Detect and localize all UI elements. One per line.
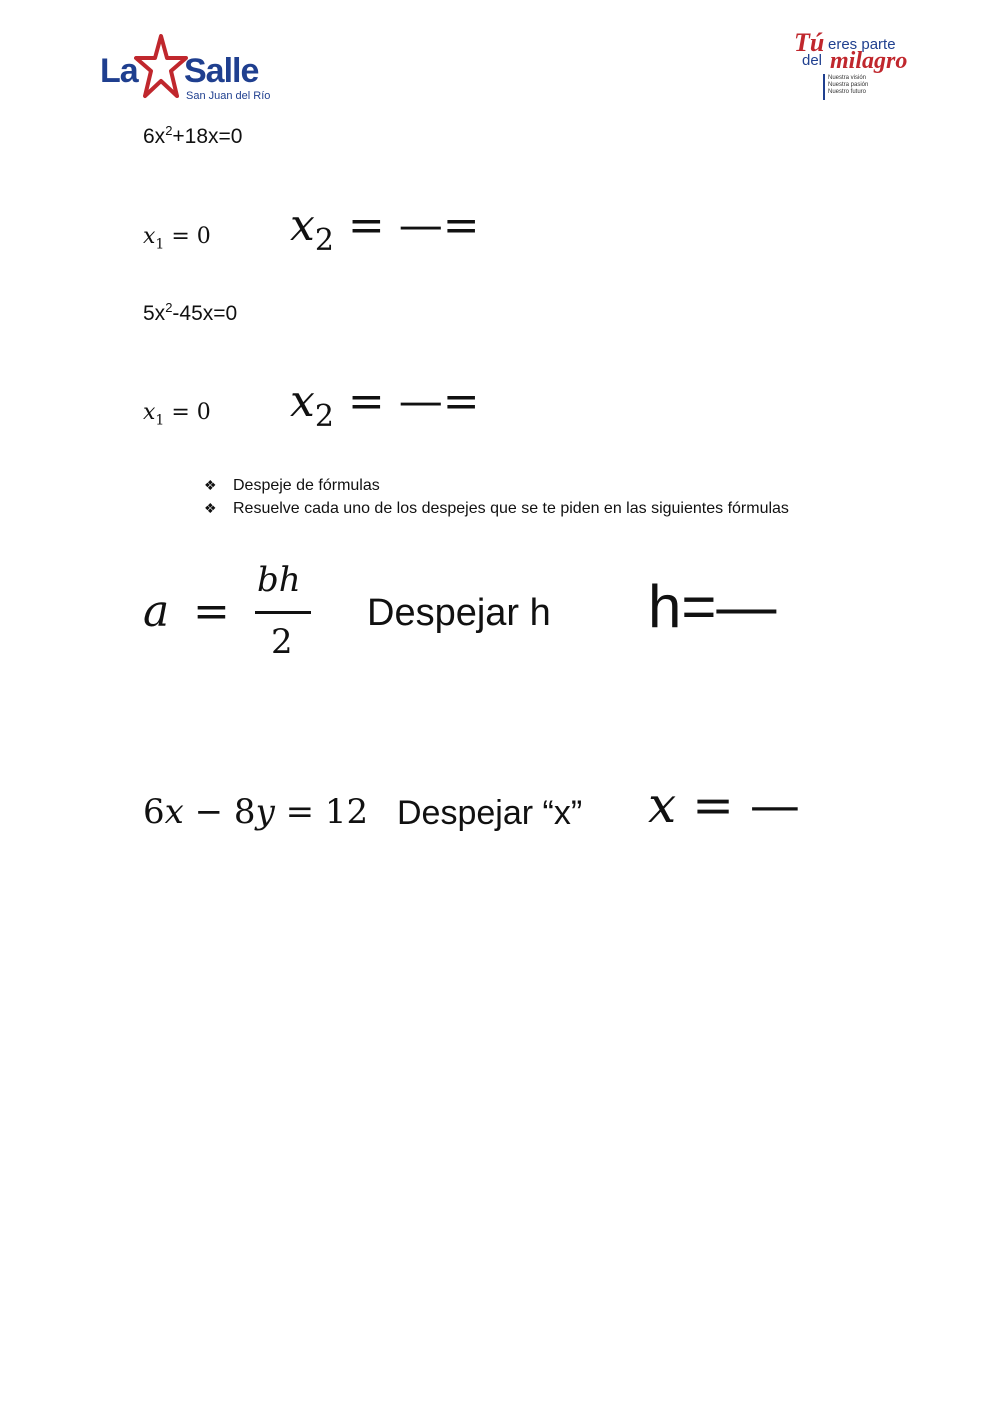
la-salle-logo <box>96 34 276 106</box>
formula-1-instruction: Despejar h <box>367 592 551 634</box>
exercise-1-x2: $x_2$ = —= <box>290 200 480 258</box>
formula-1-denominator: 2 <box>271 622 293 662</box>
logo-del: del <box>802 52 823 69</box>
exercise-2-equation: $5x^2-45x=0$ <box>143 300 238 325</box>
logo-tagline: Nuestra visión Nuestra pasión Nuestro futuro <box>828 75 869 95</box>
star-icon <box>134 34 188 104</box>
list-item: ❖ Resuelve cada uno de los despejes que se te piden en las siguientes fórmulas <box>204 499 789 517</box>
exercise-1-equation: $6x^2+18x=0$ <box>143 123 243 148</box>
formula-2-answer: x = — <box>648 776 800 834</box>
logo-milagro: milagro <box>830 48 908 74</box>
diamond-bullet-icon: ❖ <box>204 500 217 516</box>
exercise-2-x1: $x_1 = 0$ <box>143 400 211 429</box>
exercise-1-x1: $x_1 = 0$ <box>143 224 211 253</box>
formula-1-numerator: bh <box>257 560 301 600</box>
formula-1 <box>143 560 323 670</box>
logo-subtitle: San Juan del Río <box>186 90 271 102</box>
formula-1-equals: = <box>193 586 230 637</box>
logo-word-salle: Salle <box>184 52 259 90</box>
logo-tu: Tú <box>794 28 825 57</box>
formula-1-lhs: a <box>143 586 170 637</box>
list-item: ❖ Despeje de fórmulas <box>204 476 380 494</box>
fraction-bar <box>255 611 311 614</box>
formula-1-answer: h=— <box>648 573 777 640</box>
instructions-list <box>204 474 789 520</box>
logo-divider <box>823 74 825 100</box>
logo-word-la: La <box>100 52 138 90</box>
logo-eres-parte: eres parte <box>828 36 896 53</box>
tu-eres-parte-logo <box>790 28 930 108</box>
exercise-2-x2: $x_2$ = —= <box>290 376 480 434</box>
diamond-bullet-icon: ❖ <box>204 477 217 493</box>
formula-2-instruction: Despejar “x” <box>397 794 583 832</box>
formula-2: 6x − 8y = 12 <box>143 792 369 832</box>
